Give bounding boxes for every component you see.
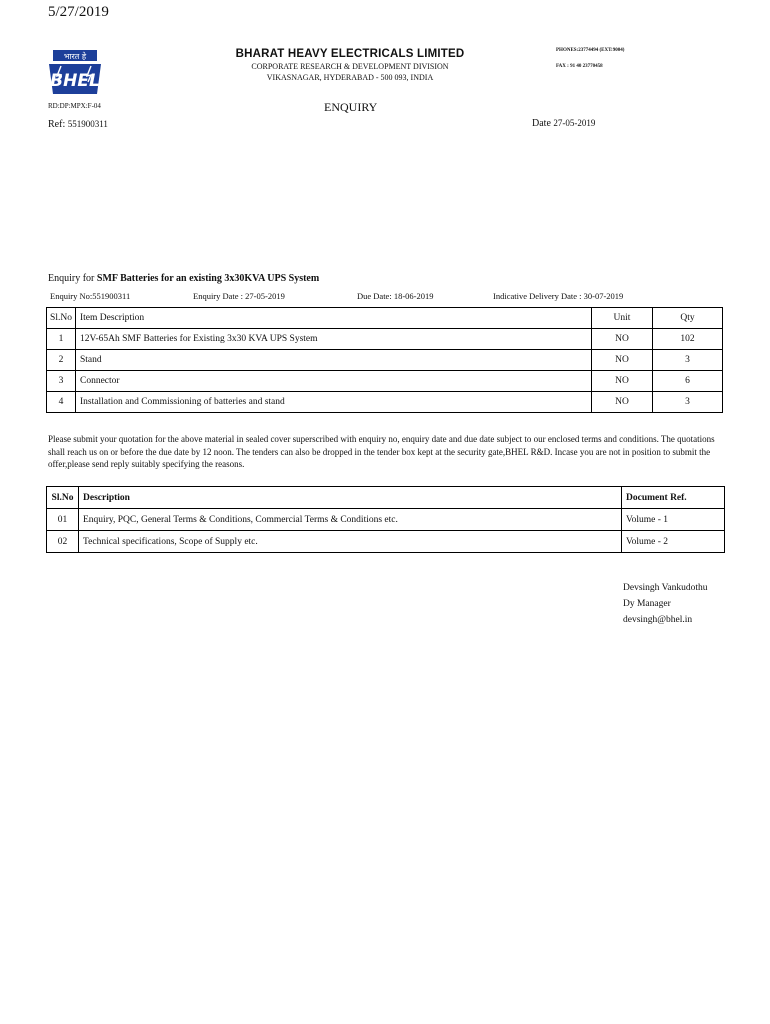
division: CORPORATE RESEARCH & DEVELOPMENT DIVISION <box>251 62 449 71</box>
cell-qty: 3 <box>653 350 723 371</box>
phones: PHONES:23774494 (EXT:9004) <box>556 48 625 53</box>
ref-row <box>48 119 108 130</box>
company-name: BHARAT HEAVY ELECTRICALS LIMITED <box>235 48 465 60</box>
cell-slno: 01 <box>47 509 79 531</box>
submission-note: Please submit your quotation for the above material in sealed cover superscribed with enquiry no, enquiry date and due date subject to our enclosed terms and conditions. The quotations shall reach us on or before the due date by 12 noon. The tenders can also be dropped in the tender box kept at the security gate,BHEL R&D. Incase you are not in position to submit the offer,please send reply suitably specifying the reasons. <box>48 434 715 469</box>
header-slno: Sl.No <box>47 308 76 329</box>
table-header-row <box>47 308 723 329</box>
cell-document-ref: Volume - 1 <box>622 509 725 531</box>
table-row <box>47 371 723 392</box>
documents-table <box>46 486 725 553</box>
cell-qty: 3 <box>653 392 723 413</box>
header-unit: Unit <box>592 308 653 329</box>
ref-value: 551900311 <box>67 119 108 129</box>
print-date: 5/27/2019 <box>48 4 109 20</box>
cell-description: Stand <box>76 350 592 371</box>
signatory-designation: Dy Manager <box>623 599 671 609</box>
table-row <box>47 392 723 413</box>
address: VIKASNAGAR, HYDERABAD - 500 093, INDIA <box>266 73 434 82</box>
header-description: Item Description <box>76 308 592 329</box>
enquiry-for-label: Enquiry for <box>48 273 95 284</box>
cell-unit: NO <box>592 350 653 371</box>
header-slno: Sl.No <box>47 487 79 509</box>
svg-text:BHEL: BHEL <box>50 71 100 91</box>
table-header-row <box>47 487 725 509</box>
header-description: Description <box>79 487 622 509</box>
cell-unit: NO <box>592 371 653 392</box>
form-code: RD:DP:MPX:F-04 <box>48 102 101 110</box>
bhel-logo <box>47 48 103 98</box>
cell-description: Enquiry, PQC, General Terms & Conditions, Commercial Terms & Conditions etc. <box>79 509 622 531</box>
header-document-ref: Document Ref. <box>622 487 725 509</box>
cell-document-ref: Volume - 2 <box>622 531 725 553</box>
cell-description: 12V-65Ah SMF Batteries for Existing 3x30 KVA UPS System <box>76 329 592 350</box>
date-value: 27-05-2019 <box>553 118 596 128</box>
table-row <box>47 329 723 350</box>
fax: FAX : 91 40 23770458 <box>556 64 603 69</box>
signatory-name: Devsingh Vankudothu <box>623 583 708 593</box>
cell-description: Technical specifications, Scope of Supply etc. <box>79 531 622 553</box>
cell-unit: NO <box>592 392 653 413</box>
cell-description: Installation and Commissioning of batteries and stand <box>76 392 592 413</box>
cell-slno: 4 <box>47 392 76 413</box>
cell-description: Connector <box>76 371 592 392</box>
cell-slno: 1 <box>47 329 76 350</box>
header-qty: Qty <box>653 308 723 329</box>
cell-qty: 102 <box>653 329 723 350</box>
document-title: ENQUIRY <box>324 100 378 114</box>
table-row <box>47 531 725 553</box>
cell-slno: 3 <box>47 371 76 392</box>
items-table <box>46 307 723 413</box>
svg-text:भारत हे: भारत हे <box>63 52 87 61</box>
delivery-date: Indicative Delivery Date : 30-07-2019 <box>493 291 624 301</box>
table-row <box>47 509 725 531</box>
cell-qty: 6 <box>653 371 723 392</box>
enquiry-date: Enquiry Date : 27-05-2019 <box>193 291 285 301</box>
enquiry-subject-line <box>48 273 319 284</box>
cell-slno: 2 <box>47 350 76 371</box>
enquiry-subject: SMF Batteries for an existing 3x30KVA UPS System <box>96 273 320 284</box>
ref-label: Ref: <box>48 119 66 130</box>
table-row <box>47 350 723 371</box>
date-label: Date <box>532 118 551 129</box>
cell-slno: 02 <box>47 531 79 553</box>
enquiry-no: Enquiry No:551900311 <box>50 291 131 301</box>
signatory-email[interactable]: devsingh@bhel.in <box>623 615 693 625</box>
date-row <box>532 118 595 129</box>
due-date: Due Date: 18-06-2019 <box>357 291 434 301</box>
cell-unit: NO <box>592 329 653 350</box>
signature-block <box>623 580 708 628</box>
